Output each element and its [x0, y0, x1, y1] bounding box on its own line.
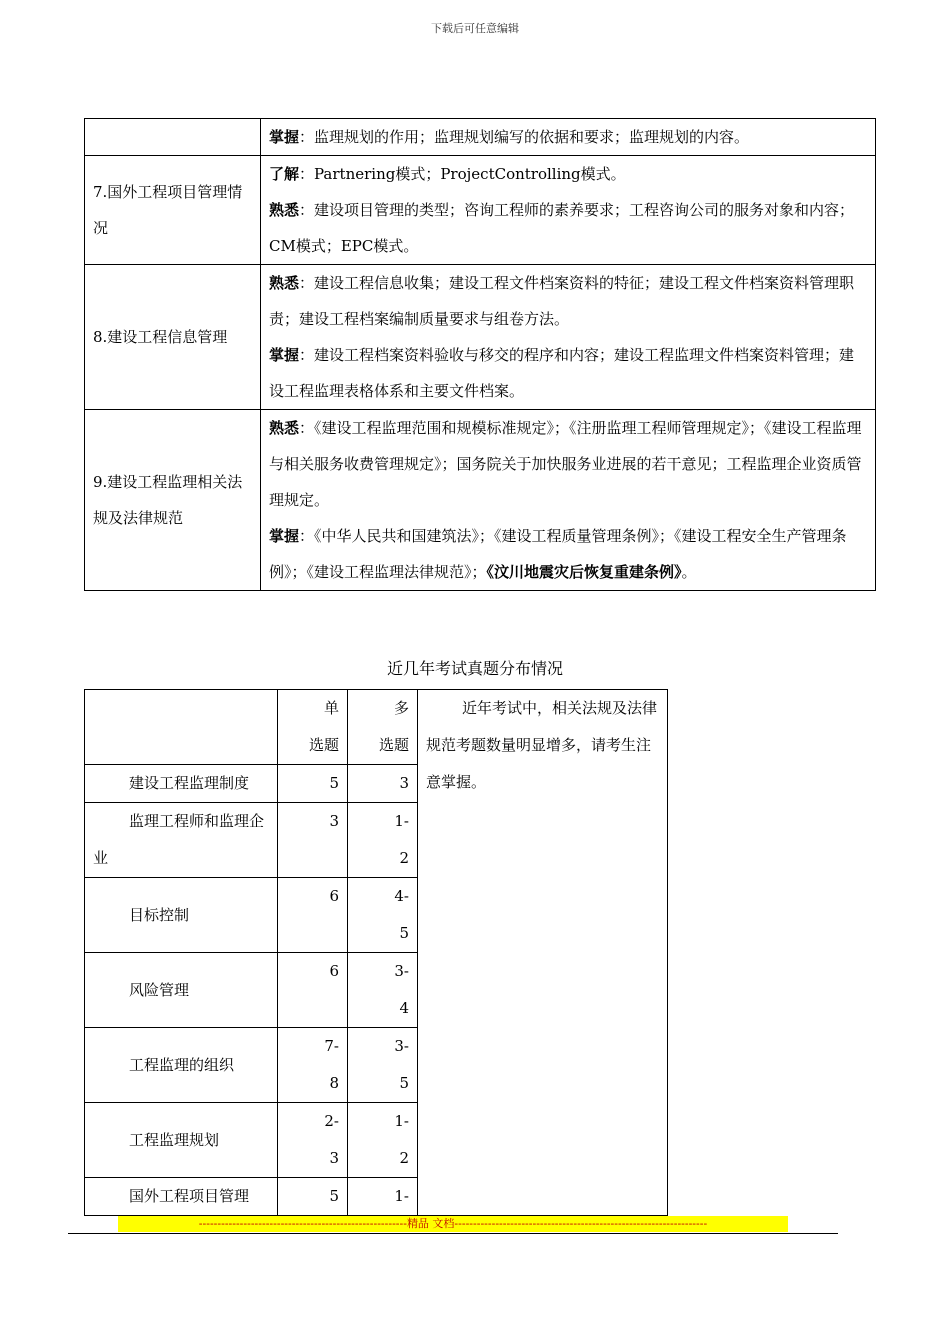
- topic-name-cell: 工程监理的组织: [85, 1028, 278, 1103]
- content-end: 。: [681, 563, 697, 581]
- syllabus-row: [85, 119, 876, 156]
- level-label: 了解: [269, 165, 300, 183]
- single-choice-count: [278, 803, 348, 878]
- single-choice-count: [278, 765, 348, 803]
- distribution-table: [84, 689, 668, 1216]
- count-line: 2: [399, 1149, 409, 1167]
- level-label: 熟悉: [269, 419, 300, 437]
- level-label: 掌握: [269, 128, 300, 146]
- table-header-row: [85, 690, 668, 765]
- syllabus-row: [85, 265, 876, 410]
- count-line: 4: [399, 999, 409, 1017]
- note-cell: 近年考试中，相关法规及法律规范考题数量明显增多，请考生注意掌握。: [418, 690, 668, 1216]
- count-line: 1-: [394, 1112, 409, 1130]
- multi-choice-count: [348, 878, 418, 953]
- content-text: ：《中华人民共和国建筑法》；《建设工程质量管理条例》；《建设工程安全生产管理条例》；《建设工程监理法律规范》；: [269, 527, 847, 581]
- content-text: ：建设项目管理的类型；咨询工程师的素养要求；工程咨询公司的服务对象和内容；CM模式；EPC模式。: [269, 201, 855, 255]
- multi-choice-count: [348, 1103, 418, 1178]
- content-text: ：《建设工程监理范围和规模标准规定》；《注册监理工程师管理规定》；《建设工程监理与相关服务收费管理规定》；国务院关于加快服务业进展的若干意见；工程监理企业资质管理规定。: [269, 419, 862, 509]
- level-label: 掌握: [269, 346, 300, 364]
- count-line: 5: [399, 1074, 409, 1092]
- count-line: 3: [329, 1149, 339, 1167]
- multi-choice-count: [348, 953, 418, 1028]
- content-text: ：建设工程档案资料验收与移交的程序和内容；建设工程监理文件档案资料管理；建设工程监理表格体系和主要文件档案。: [269, 346, 855, 400]
- multi-choice-count: [348, 1028, 418, 1103]
- count-line: 1-: [394, 812, 409, 830]
- count-line: 5: [329, 774, 339, 792]
- count-line: 1-: [394, 1187, 409, 1205]
- topic-name-cell: 工程监理规划: [85, 1103, 278, 1178]
- content-cell: [261, 410, 876, 591]
- content-bold-text: 《汶川地震灾后恢复重建条例》: [486, 563, 682, 581]
- count-line: 3-: [394, 1037, 409, 1055]
- topic-cell: 8.建设工程信息管理: [85, 265, 261, 410]
- count-line: 6: [329, 962, 339, 980]
- count-line: 4-: [394, 887, 409, 905]
- content-text: ：监理规划的作用；监理规划编写的依据和要求；监理规划的内容。: [299, 128, 750, 146]
- multi-choice-count: [348, 765, 418, 803]
- count-line: 5: [399, 924, 409, 942]
- topic-name-cell: 国外工程项目管理: [85, 1178, 278, 1216]
- header-note: 下载后可任意编辑: [431, 22, 519, 35]
- count-line: 3: [329, 812, 339, 830]
- count-line: 7-: [324, 1037, 339, 1055]
- syllabus-row: [85, 156, 876, 265]
- header-multi-choice: [348, 690, 418, 765]
- single-choice-count: [278, 953, 348, 1028]
- count-line: 8: [329, 1074, 339, 1092]
- count-line: 2-: [324, 1112, 339, 1130]
- syllabus-row: [85, 410, 876, 591]
- topic-name-cell: 建设工程监理制度: [85, 765, 278, 803]
- count-line: 2: [399, 849, 409, 867]
- syllabus-table: [84, 118, 876, 591]
- single-choice-count: [278, 878, 348, 953]
- level-label: 掌握: [269, 527, 300, 545]
- content-cell: [261, 119, 876, 156]
- content-cell: [261, 265, 876, 410]
- count-line: 单: [323, 699, 339, 717]
- single-choice-count: [278, 1028, 348, 1103]
- level-label: 熟悉: [269, 274, 300, 292]
- header-name-cell: [85, 690, 278, 765]
- count-line: 3: [399, 774, 409, 792]
- topic-name-cell: 监理工程师和监理企业: [85, 803, 278, 878]
- count-line: 6: [329, 887, 339, 905]
- count-line: 选题: [378, 736, 409, 754]
- topic-cell: 7.国外工程项目管理情况: [85, 156, 261, 265]
- multi-choice-count: [348, 1178, 418, 1216]
- content-text: ：Partnering模式；ProjectControlling模式。: [299, 165, 626, 183]
- count-line: 选题: [308, 736, 339, 754]
- footer-band: --------------------------------------------------------精品 文档--------------------------------------------------------------------: [118, 1216, 788, 1232]
- count-line: 3-: [394, 962, 409, 980]
- topic-cell: 9.建设工程监理相关法规及法律规范: [85, 410, 261, 591]
- footer-divider: [68, 1233, 838, 1234]
- header-single-choice: [278, 690, 348, 765]
- multi-choice-count: [348, 803, 418, 878]
- distribution-caption: 近几年考试真题分布情况: [386, 659, 563, 678]
- topic-name-cell: 目标控制: [85, 878, 278, 953]
- topic-cell: [85, 119, 261, 156]
- single-choice-count: [278, 1103, 348, 1178]
- count-line: 5: [329, 1187, 339, 1205]
- topic-name-cell: 风险管理: [85, 953, 278, 1028]
- count-line: 多: [393, 699, 409, 717]
- content-text: ：建设工程信息收集；建设工程文件档案资料的特征；建设工程文件档案资料管理职责；建设工程档案编制质量要求与组卷方法。: [269, 274, 855, 328]
- content-cell: [261, 156, 876, 265]
- level-label: 熟悉: [269, 201, 300, 219]
- single-choice-count: [278, 1178, 348, 1216]
